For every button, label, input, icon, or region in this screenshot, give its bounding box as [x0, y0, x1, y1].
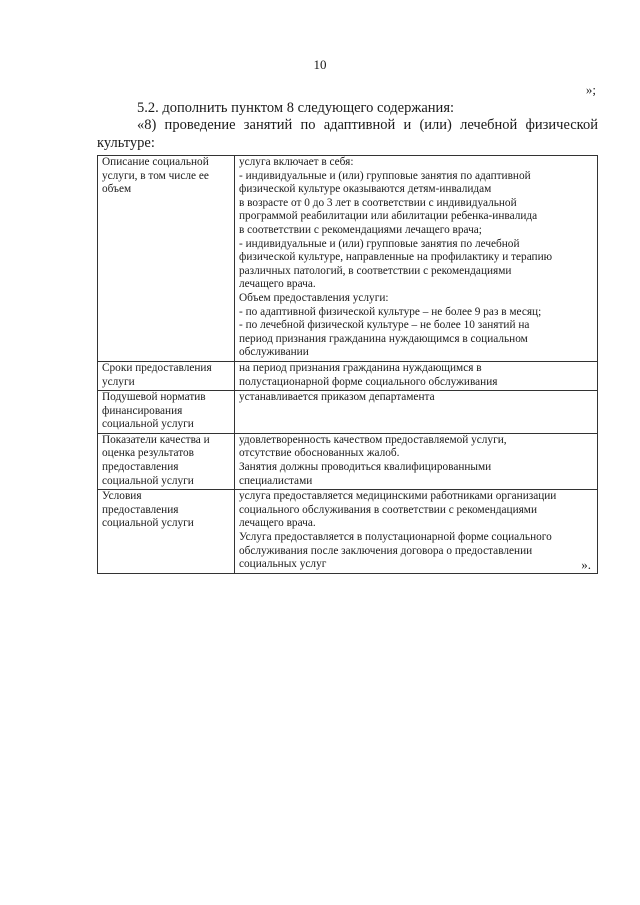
- row-label-line: финансирования: [102, 404, 183, 417]
- row-content-line: на период признания гражданина нуждающимся в: [239, 361, 482, 374]
- row-content-line: в возрасте от 0 до 3 лет в соответствии с индивидуальной: [239, 196, 517, 209]
- row-content-line: социального обслуживания в соответствии с рекомендациями: [239, 503, 537, 516]
- row-label-line: социальной услуги: [102, 418, 194, 431]
- row-content-line: Занятия должны проводиться квалифицированными: [239, 461, 492, 474]
- row-content-line: - индивидуальные и (или) групповые занятия по лечебной: [239, 237, 520, 250]
- row-label-line: социальной услуги: [102, 474, 194, 487]
- row-content-line: период признания гражданина нуждающимся в социальном: [239, 332, 528, 345]
- row-label-line: объем: [102, 183, 132, 196]
- row-content-line: лечащего врача.: [239, 278, 316, 291]
- row-content-line: социальных услуг: [239, 558, 327, 571]
- row-label-cell: [98, 490, 235, 574]
- closing-quote-bottom: ».: [581, 557, 591, 572]
- table-row: [98, 391, 598, 434]
- row-label-cell: [98, 361, 235, 390]
- row-content-line: полустационарной форме социального обслуживания: [239, 375, 498, 388]
- page-number: 10: [313, 57, 327, 72]
- row-label-line: услуги: [102, 375, 135, 388]
- row-content-line: в соответствии с рекомендациями лечащего врача;: [239, 223, 482, 236]
- row-label-line: Сроки предоставления: [102, 361, 212, 374]
- row-label-cell: [98, 391, 235, 434]
- item-heading-paragraph: «8) проведение занятий по адаптивной и (или) лечебной физической культуре:: [97, 117, 598, 151]
- row-label-line: Показатели качества и: [102, 433, 210, 446]
- row-content-line: обслуживании: [239, 346, 309, 359]
- row-label-line: Подушевой норматив: [102, 391, 206, 404]
- row-content-line: различных патологий, в соответствии с рекомендациями: [239, 264, 512, 277]
- row-content-line: программой реабилитации или абилитации ребенка-инвалида: [239, 210, 538, 223]
- row-content-cell: [235, 156, 598, 362]
- table-row: [98, 433, 598, 489]
- row-content-cell: [235, 391, 598, 434]
- row-content-line: специалистами: [239, 474, 313, 487]
- row-label-line: Описание социальной: [102, 156, 209, 168]
- row-label-cell: [98, 433, 235, 489]
- row-content-line: Услуга предоставляется в полустационарной форме социального: [239, 531, 552, 544]
- row-content-cell: [235, 490, 598, 574]
- row-content-line: - по адаптивной физической культуре – не более 9 раз в месяц;: [239, 305, 542, 318]
- closing-quote-top: »;: [585, 82, 596, 97]
- row-content-line: услуга предоставляется медицинскими работниками организации: [239, 490, 557, 503]
- row-label-line: Условия: [102, 490, 142, 503]
- row-content-line: обслуживания после заключения договора о предоставлении: [239, 544, 533, 557]
- table-row: [98, 361, 598, 390]
- row-label-line: услуги, в том числе ее: [102, 169, 209, 182]
- row-label-line: оценка результатов: [102, 447, 195, 460]
- row-content-line: физической культуре, направленные на профилактику и терапию: [239, 251, 553, 264]
- row-content-line: услуга включает в себя:: [239, 156, 354, 168]
- row-content-line: физической культуре оказываются детям-инвалидам: [239, 183, 492, 196]
- row-label-line: предоставления: [102, 461, 179, 474]
- table-row: [98, 490, 598, 574]
- row-label-line: социальной услуги: [102, 517, 194, 530]
- row-content-line: устанавливается приказом департамента: [239, 391, 435, 404]
- row-content-line: Объем предоставления услуги:: [239, 291, 389, 304]
- table-row: [98, 156, 598, 362]
- row-content-line: - по лечебной физической культуре – не более 10 занятий на: [239, 319, 530, 332]
- row-content-line: лечащего врача.: [239, 517, 316, 530]
- row-content-line: - индивидуальные и (или) групповые занятия по адаптивной: [239, 169, 531, 182]
- row-label-cell: [98, 156, 235, 362]
- row-content-line: отсутствие обоснованных жалоб.: [239, 447, 400, 460]
- row-content-line: удовлетворенность качеством предоставляемой услуги,: [239, 433, 507, 446]
- intro-paragraph: 5.2. дополнить пунктом 8 следующего содержания:: [137, 100, 455, 116]
- service-description-table: [97, 155, 598, 574]
- row-content-cell: [235, 361, 598, 390]
- row-label-line: предоставления: [102, 503, 179, 516]
- row-content-cell: [235, 433, 598, 489]
